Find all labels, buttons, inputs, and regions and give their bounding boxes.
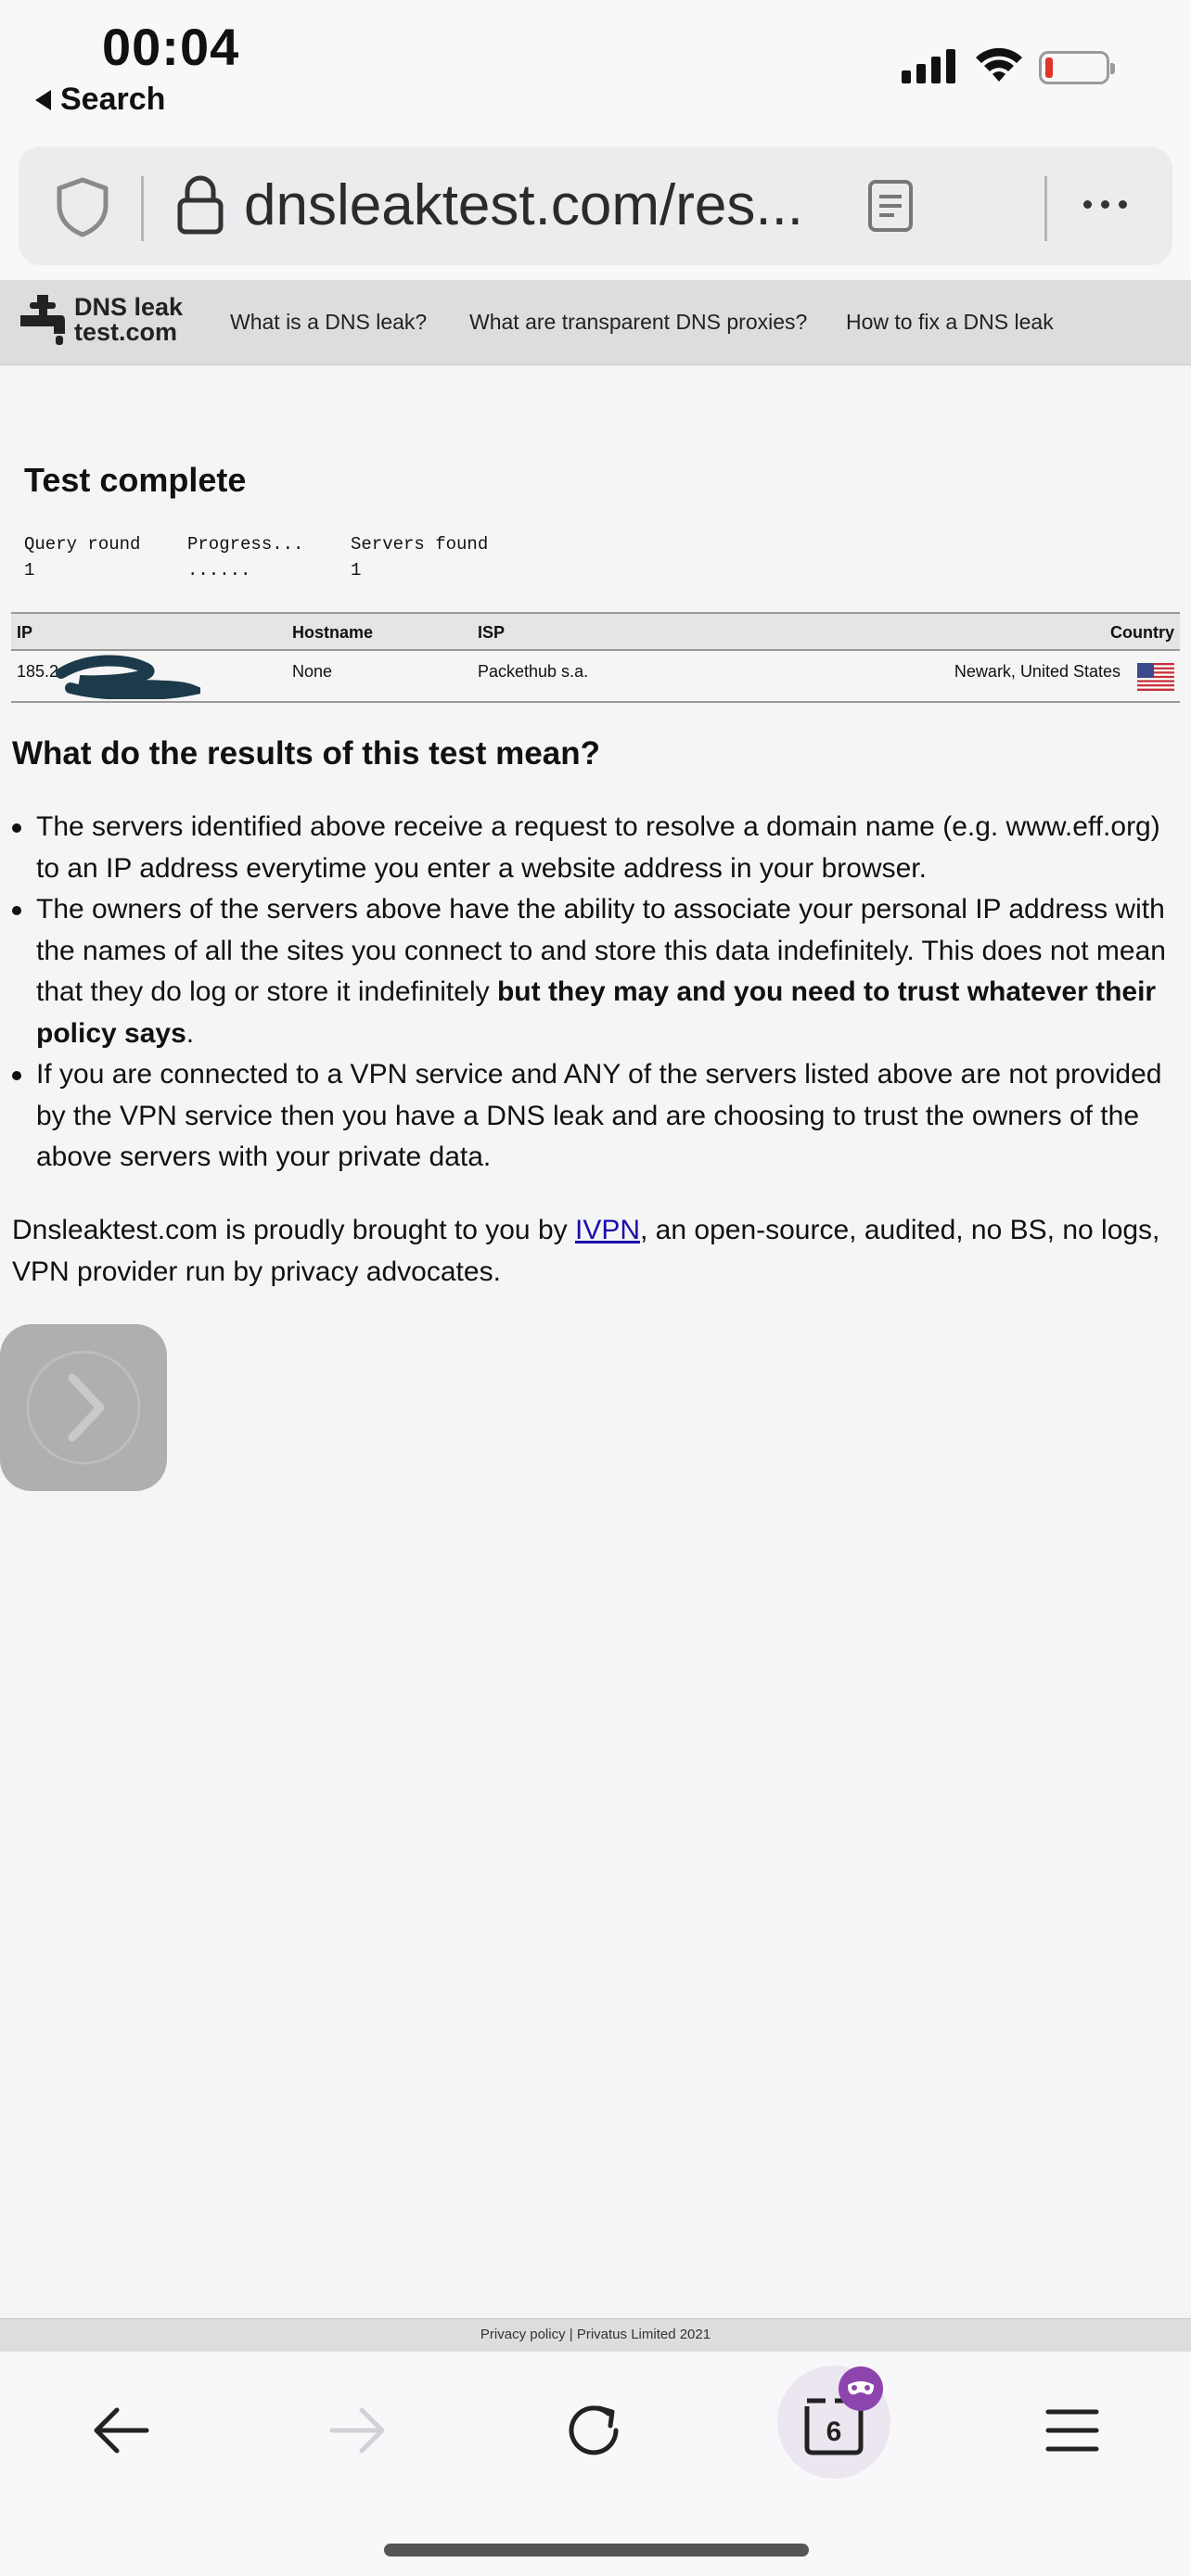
cell-ip: 185.2 (17, 662, 59, 681)
floating-forward-button[interactable] (0, 1324, 167, 1491)
chevron-right-icon (0, 1324, 167, 1491)
browser-toolbar (0, 2353, 1191, 2576)
back-triangle-icon (35, 90, 51, 110)
header-hostname: Hostname (292, 623, 374, 642)
logo-text: DNS leak test.com (74, 293, 184, 346)
page-title: Test complete (24, 461, 247, 499)
ivpn-link[interactable]: IVPN (574, 1215, 641, 1245)
list-item: The owners of the servers above have the ability to associate your personal IP address with the names of all the sites you connect to and store this data indefinitely. This does not mean that they do log or store it indefinitely but they may and you need to trust whatever their policy says. (12, 889, 1183, 1054)
wifi-icon (974, 45, 1024, 83)
divider (141, 176, 144, 241)
shield-icon[interactable] (50, 174, 115, 239)
nav-link-what-is-dns-leak[interactable]: What is a DNS leak? (230, 310, 428, 334)
site-footer: Privacy policy | Privatus Limited 2021 (0, 2318, 1191, 2352)
address-bar[interactable] (19, 147, 1172, 265)
site-logo[interactable] (19, 293, 195, 347)
explanation-list (12, 807, 1183, 1179)
faucet-logo-icon (19, 293, 67, 347)
home-indicator[interactable] (384, 2544, 809, 2557)
list-item: The servers identified above receive a request to resolve a domain name (e.g. www.eff.org) to an IP address everytime you enter a website address in your browser. (12, 807, 1183, 889)
browser-address-area (0, 139, 1191, 278)
back-app-label: Search (60, 82, 166, 117)
forward-arrow-icon (321, 2393, 395, 2468)
copyright-text: Privatus Limited 2021 (576, 2327, 711, 2342)
progress-value-query-round: 1 (24, 560, 35, 580)
private-mode-icon (837, 2365, 885, 2413)
table-row (11, 651, 1180, 703)
reader-mode-icon[interactable] (864, 178, 916, 234)
status-bar (0, 0, 1191, 139)
redaction-scribble (52, 655, 200, 699)
header-ip: IP (17, 623, 33, 642)
back-arrow-icon[interactable] (83, 2393, 158, 2468)
list-item: If you are connected to a VPN service and ANY of the servers listed above are not provided by the VPN service then you have a DNS leak and are choosing to trust the owners of the above servers with your private data. (12, 1054, 1183, 1179)
progress-header-query-round: Query round (24, 534, 141, 555)
menu-icon[interactable] (1035, 2393, 1109, 2468)
progress-header-servers-found: Servers found (351, 534, 489, 555)
privacy-policy-link[interactable]: Privacy policy (480, 2327, 566, 2342)
progress-value-progress: ...... (187, 560, 251, 580)
progress-header-progress: Progress... (187, 534, 304, 555)
us-flag-icon (1137, 663, 1174, 691)
results-explanation-heading: What do the results of this test mean? (12, 735, 600, 772)
cell-hostname: None (292, 662, 333, 681)
header-country: Country (1110, 623, 1174, 642)
nav-link-transparent-dns-proxies[interactable]: What are transparent DNS proxies? (469, 310, 808, 334)
emphasis-text: but they may and you need to trust whatever their policy says (36, 976, 1157, 1049)
header-isp: ISP (478, 623, 506, 642)
divider (1044, 176, 1047, 241)
cell-ip-tail: 7 (138, 662, 148, 681)
results-table (11, 612, 1180, 703)
tab-count: 6 (826, 2417, 842, 2447)
url-text[interactable]: dnsleaktest.com/res... (244, 173, 804, 237)
nav-link-fix-dns-leak[interactable]: How to fix a DNS leak (846, 310, 1054, 334)
clock: 00:04 (102, 18, 240, 76)
table-header-row (11, 612, 1180, 651)
cellular-signal-icon (902, 48, 955, 83)
sponsor-paragraph: Dnsleaktest.com is proudly brought to you by IVPN, an open-source, audited, no BS, no logs, VPN provider run by privacy advocates. (12, 1215, 1160, 1287)
more-icon[interactable] (1083, 200, 1127, 209)
site-header (0, 280, 1191, 365)
back-to-app-button[interactable] (35, 82, 165, 118)
cell-country: Newark, United States (954, 662, 1121, 681)
battery-icon (1039, 51, 1109, 84)
lock-icon (174, 174, 226, 236)
progress-value-servers-found: 1 (351, 560, 362, 580)
cell-isp: Packethub s.a. (478, 662, 589, 681)
reload-icon[interactable] (558, 2393, 633, 2468)
